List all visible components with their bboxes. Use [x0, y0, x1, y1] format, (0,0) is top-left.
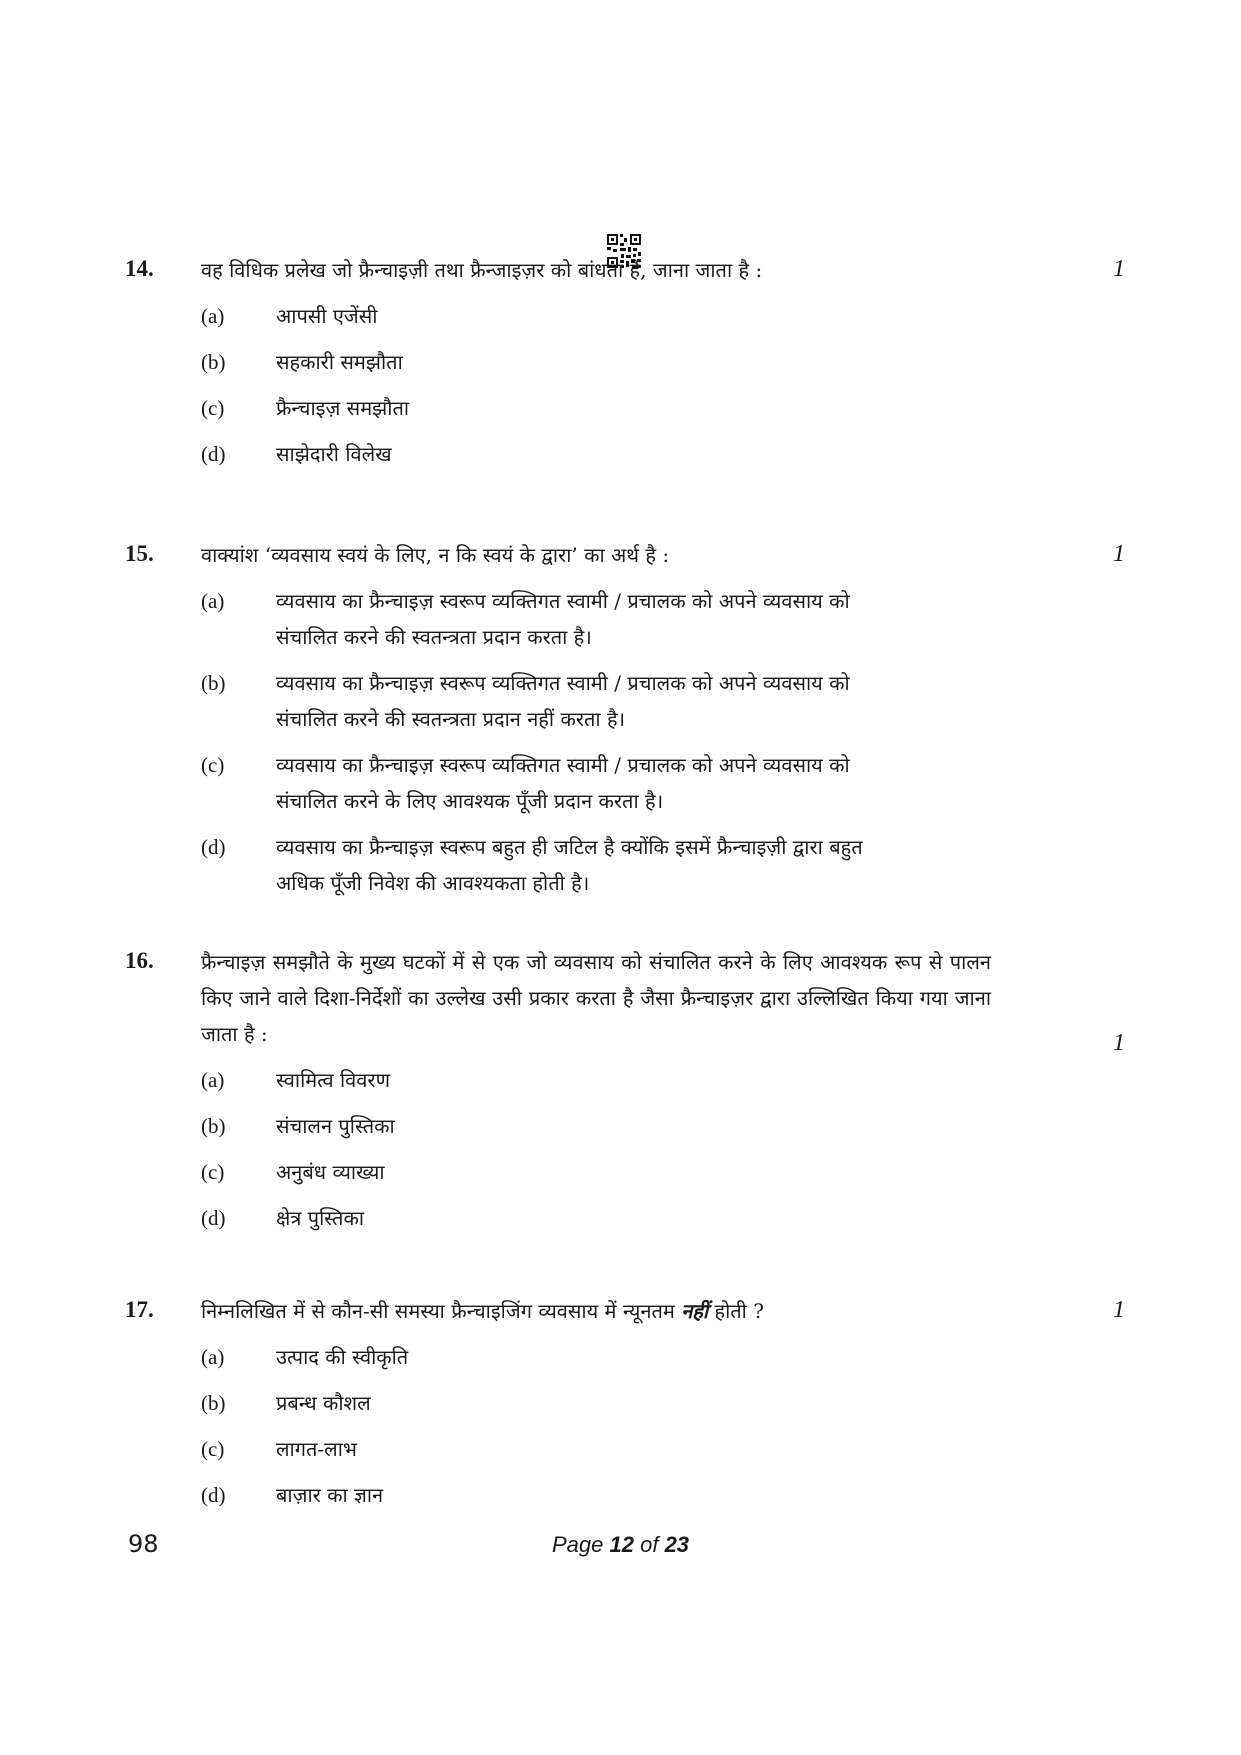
- option-letter: (d): [201, 1206, 226, 1230]
- options-list: [201, 298, 1125, 472]
- options-list: [201, 1339, 1125, 1513]
- option-text: क्षेत्र पुस्तिका: [276, 1206, 364, 1230]
- option-c: [201, 747, 1125, 819]
- option-c: [201, 390, 1125, 426]
- option-text: व्यवसाय का फ्रैन्चाइज़ स्वरूप व्यक्तिगत स्वामी / प्रचालक को अपने व्यवसाय को संचालित करने की स्वतन्त्रता प्रदान करता है।: [276, 589, 850, 649]
- option-letter: (b): [201, 671, 226, 695]
- option-d: [201, 1200, 1125, 1236]
- option-letter: (c): [201, 396, 225, 420]
- option-letter: (a): [201, 1068, 225, 1092]
- option-letter: (d): [201, 835, 226, 859]
- option-letter: (a): [201, 304, 225, 328]
- question-text: फ्रैन्चाइज़ समझौते के मुख्य घटकों में से एक जो व्यवसाय को संचालित करने के लिए आवश्यक रूप से पालन किए जाने वाले दिशा-निर्देशों का उल्लेख उसी प्रकार करता है जैसा फ्रैन्चाइज़र द्वारा उल्लिखित किया गया जाना जाता है :: [201, 950, 991, 1046]
- option-a: [201, 583, 1125, 655]
- option-text: व्यवसाय का फ्रैन्चाइज़ स्वरूप व्यक्तिगत स्वामी / प्रचालक को अपने व्यवसाय को संचालित करने के लिए आवश्यक पूँजी प्रदान करता है।: [276, 753, 850, 813]
- options-list: [201, 1062, 1125, 1236]
- page-total: 23: [664, 1532, 690, 1557]
- question-15: [125, 537, 1125, 911]
- of-word: of: [640, 1532, 659, 1557]
- option-text: व्यवसाय का फ्रैन्चाइज़ स्वरूप व्यक्तिगत स्वामी / प्रचालक को अपने व्यवसाय को संचालित करने की स्वतन्त्रता प्रदान नहीं करता है।: [276, 671, 850, 731]
- question-17: [125, 1293, 1125, 1523]
- page-number: 12: [609, 1532, 634, 1557]
- option-text: व्यवसाय का फ्रैन्चाइज़ स्वरूप बहुत ही जटिल है क्योंकि इसमें फ्रैन्चाइज़ी द्वारा बहुत अधिक पूँजी निवेश की आवश्यकता होती है।: [276, 835, 863, 895]
- option-text: संचालन पुस्तिका: [276, 1114, 395, 1138]
- option-d: [201, 436, 1125, 472]
- option-letter: (b): [201, 350, 226, 374]
- option-c: [201, 1154, 1125, 1190]
- question-number: 17.: [125, 1297, 154, 1322]
- option-letter: (c): [201, 1160, 225, 1184]
- option-letter: (a): [201, 589, 225, 613]
- question-text-before: निम्नलिखित में से कौन-सी समस्या फ्रैन्चाइजिंग व्यवसाय में न्यूनतम: [201, 1299, 675, 1323]
- option-letter: (b): [201, 1114, 226, 1138]
- option-text: उत्पाद की स्वीकृति: [276, 1345, 409, 1369]
- question-marks: 1: [1113, 1030, 1125, 1056]
- option-letter: (d): [201, 1483, 226, 1507]
- option-b: [201, 1385, 1125, 1421]
- option-text: साझेदारी विलेख: [276, 442, 392, 466]
- question-marks: 1: [1113, 256, 1125, 282]
- option-text: स्वामित्व विवरण: [276, 1068, 391, 1092]
- option-text: आपसी एजेंसी: [276, 304, 378, 328]
- option-letter: (b): [201, 1391, 226, 1415]
- option-d: [201, 829, 1125, 901]
- question-number: 14.: [125, 256, 154, 281]
- question-16: [125, 944, 1125, 1246]
- option-text: लागत-लाभ: [276, 1437, 357, 1461]
- option-text: बाज़ार का ज्ञान: [276, 1483, 384, 1507]
- paper-code: 98: [128, 1530, 159, 1558]
- question-number: 15.: [125, 541, 154, 566]
- page-word: Page: [551, 1532, 604, 1557]
- question-marks: 1: [1113, 541, 1125, 567]
- question-text-after: होती ?: [708, 1299, 764, 1323]
- option-a: [201, 1062, 1125, 1098]
- question-text: वह विधिक प्रलेख जो फ्रैन्चाइज़ी तथा फ्रैन्जाइज़र को बांधता है, जाना जाता है :: [201, 258, 763, 282]
- page-indicator: [0, 1532, 1241, 1558]
- option-text: फ्रैन्चाइज़ समझौता: [276, 396, 410, 420]
- question-text-emphasis: नहीं: [681, 1299, 709, 1323]
- option-c: [201, 1431, 1125, 1467]
- option-b: [201, 344, 1125, 380]
- option-text: अनुबंध व्याख्या: [276, 1160, 385, 1184]
- options-list: [201, 583, 1125, 901]
- question-14: [125, 252, 1125, 482]
- option-text: प्रबन्ध कौशल: [276, 1391, 371, 1415]
- option-b: [201, 665, 1125, 737]
- option-a: [201, 1339, 1125, 1375]
- option-letter: (c): [201, 1437, 225, 1461]
- option-letter: (c): [201, 753, 225, 777]
- question-text: वाक्यांश ‘व्यवसाय स्वयं के लिए, न कि स्वयं के द्वारा’ का अर्थ है :: [201, 543, 670, 567]
- option-letter: (a): [201, 1345, 225, 1369]
- option-d: [201, 1477, 1125, 1513]
- option-a: [201, 298, 1125, 334]
- question-text: [201, 1293, 991, 1329]
- option-text: सहकारी समझौता: [276, 350, 403, 374]
- option-b: [201, 1108, 1125, 1144]
- question-marks: 1: [1113, 1297, 1125, 1323]
- option-letter: (d): [201, 442, 226, 466]
- question-number: 16.: [125, 948, 154, 973]
